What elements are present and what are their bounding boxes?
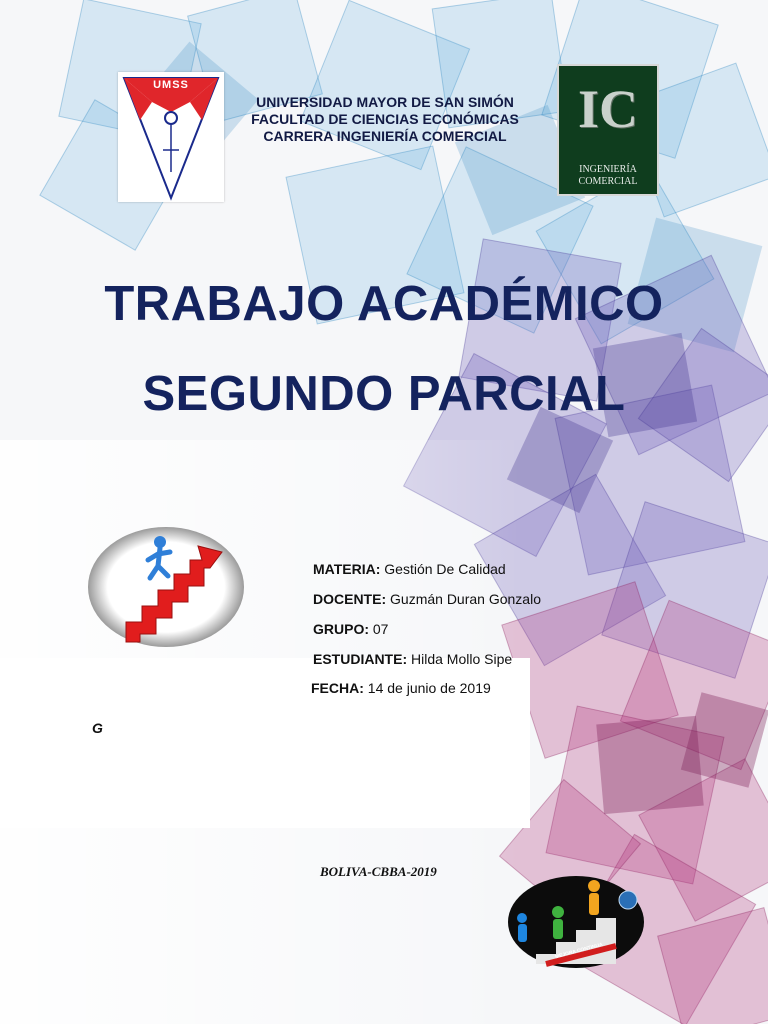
- grupo-label: GRUPO:: [313, 621, 369, 637]
- continuous-improvement-icon: [506, 872, 646, 972]
- info-fecha: [311, 680, 491, 696]
- title-line-2: SEGUNDO PARCIAL: [142, 367, 626, 421]
- faculty-name: FACULTAD DE CIENCIAS ECONÓMICAS: [251, 111, 519, 127]
- umss-shield-icon: [118, 72, 224, 202]
- title-line-1: TRABAJO ACADÉMICO: [104, 277, 664, 331]
- docente-value: Guzmán Duran Gonzalo: [390, 591, 541, 607]
- info-grupo: [313, 621, 388, 637]
- info-materia: [313, 561, 506, 577]
- grupo-value: 07: [372, 621, 389, 637]
- footer-location-year: BOLIVA-CBBA-2019: [320, 864, 437, 879]
- university-header: [232, 94, 538, 145]
- materia-label: MATERIA:: [313, 561, 381, 577]
- career-name: CARRERA INGENIERÍA COMERCIAL: [263, 128, 507, 144]
- umss-logo: [118, 72, 224, 202]
- docente-label: DOCENTE:: [313, 591, 387, 607]
- progress-stairs-icon: [86, 524, 246, 650]
- ic-mark: IC: [577, 79, 638, 139]
- estudiante-value: Hilda Mollo Sipe: [411, 651, 513, 667]
- fecha-label: FECHA:: [311, 680, 364, 696]
- ingenieria-comercial-logo: [557, 64, 659, 196]
- info-estudiante: [313, 651, 512, 667]
- ic-line2: COMERCIAL: [578, 176, 638, 187]
- umss-logo-text: UMSS: [153, 79, 189, 91]
- ladder-caption: MEJORA CONTINUA: [554, 941, 604, 961]
- university-name: UNIVERSIDAD MAYOR DE SAN SIMÓN: [256, 94, 514, 110]
- estudiante-label: ESTUDIANTE:: [313, 651, 408, 667]
- materia-value: Gestión De Calidad: [384, 561, 506, 577]
- info-docente: [313, 591, 541, 607]
- fecha-value: 14 de junio de 2019: [367, 680, 491, 696]
- ic-line1: INGENIERÍA: [579, 164, 637, 175]
- stray-letter: G: [92, 720, 103, 736]
